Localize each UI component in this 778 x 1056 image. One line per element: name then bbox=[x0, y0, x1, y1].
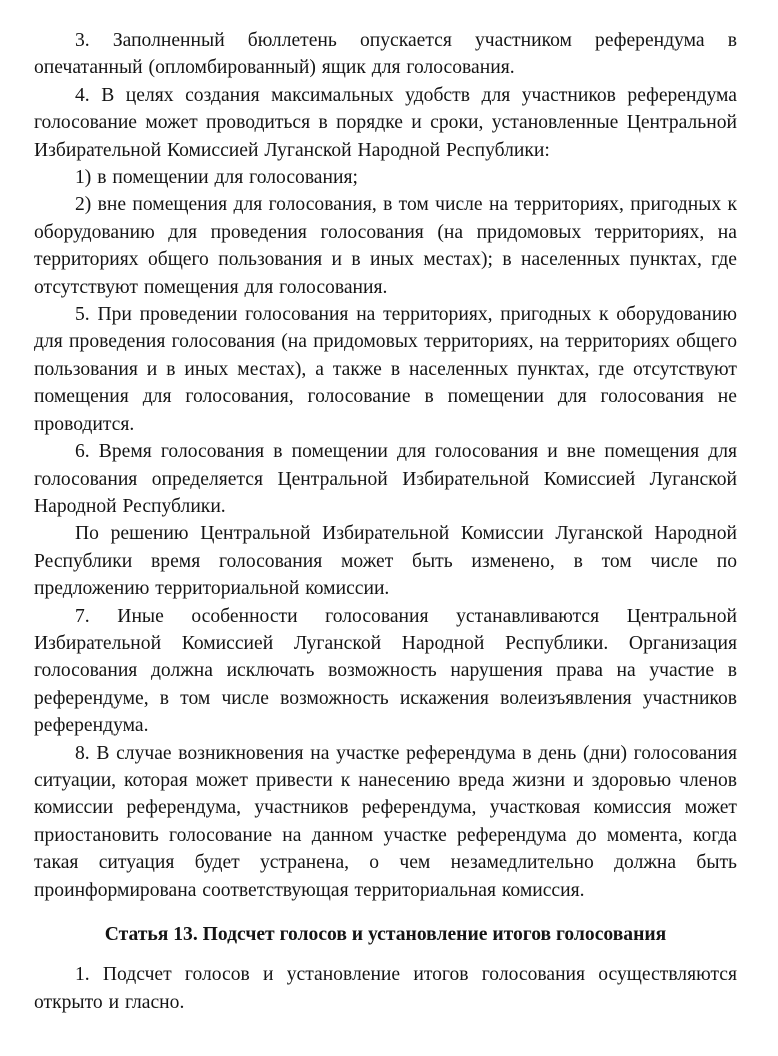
paragraph: 2) вне помещения для голосования, в том числе на территориях, пригодных к оборудованию для проведения голосования (на придомовых территориях, на территориях общего пользования и в иных местах); в населенных пунктах, где отсутствуют помещения для голосования. bbox=[34, 194, 737, 298]
document-paragraphs bbox=[34, 27, 737, 1016]
paragraph: 1. Подсчет голосов и установление итогов голосования осуществляются открыто и гласно. bbox=[34, 964, 737, 1013]
paragraph: По решению Центральной Избирательной Комиссии Луганской Народной Республики время голосования может быть изменено, в том числе по предложению территориальной комиссии. bbox=[34, 523, 737, 600]
paragraph: 5. При проведении голосования на территориях, пригодных к оборудованию для проведения голосования (на придомовых территориях, на территориях общего пользования и в иных местах), а также в населенных пунктах, где отсутствуют помещения для голосования, голосование в помещении для голосования не проводится. bbox=[34, 304, 737, 435]
paragraph: 7. Иные особенности голосования устанавливаются Центральной Избирательной Комиссией Луганской Народной Республики. Организация голосования должна исключать возможность нарушения права на участие в референдуме, в том числе возможность искажения волеизъявления участников референдума. bbox=[34, 605, 737, 737]
paragraph: 1) в помещении для голосования; bbox=[75, 167, 358, 189]
section-heading: Статья 13. Подсчет голосов и установление итогов голосования bbox=[104, 924, 667, 945]
paragraph: 6. Время голосования в помещении для голосования и вне помещения для голосования определяется Центральной Избирательной Комиссией Луганской Народной Республики. bbox=[34, 441, 737, 517]
paragraph: 3. Заполненный бюллетень опускается участником референдума в опечатанный (опломбированный) ящик для голосования. bbox=[34, 30, 737, 79]
paragraph: 4. В целях создания максимальных удобств для участников референдума голосование может проводиться в порядке и сроки, установленные Центральной Избирательной Комиссией Луганской Народной Республики: bbox=[34, 84, 737, 161]
paragraph: 8. В случае возникновения на участке референдума в день (дни) голосования ситуации, которая может привести к нанесению вреда жизни и здоровью членов комиссии референдума, участников референдума, участковая комиссия может приостановить голосование на данном участке референдума до момента, когда такая ситуация будет устранена, о чем незамедлительно должна быть проинформирована соответствующая территориальная комиссия. bbox=[34, 742, 737, 901]
